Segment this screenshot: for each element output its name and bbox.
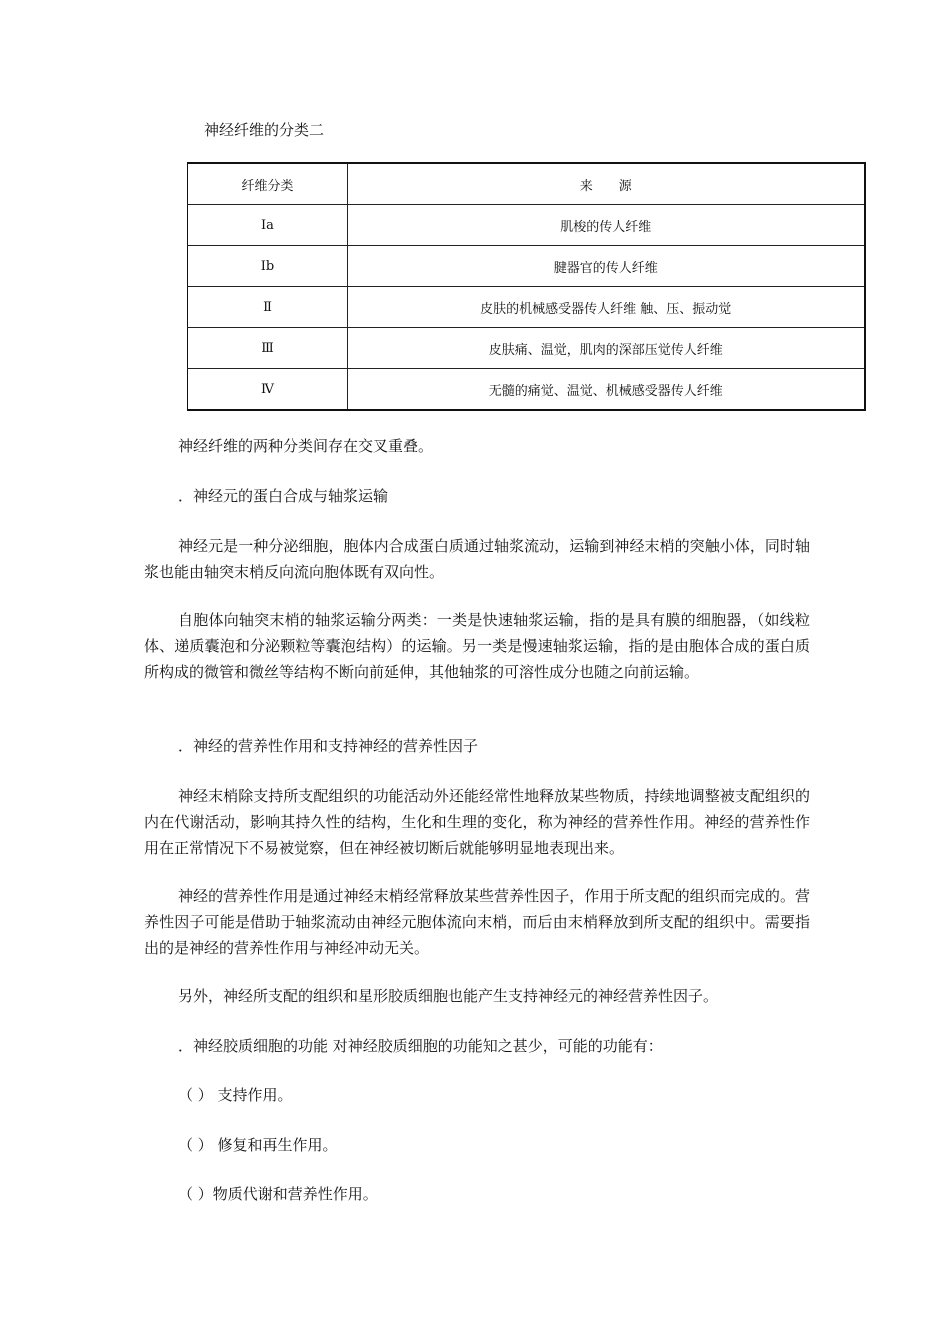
table-header-row — [188, 163, 865, 205]
paragraph-astrocyte-factors: 另外，神经所支配的组织和星形胶质细胞也能产生支持神经元的神经营养性因子。 — [178, 987, 719, 1005]
source-cell: 肌梭的传人纤维 — [348, 205, 865, 246]
fiber-class-cell: Ⅰb — [188, 246, 348, 287]
section-heading-glial-function: ．神经胶质细胞的功能 对神经胶质细胞的功能知之甚少，可能的功能有： — [178, 1037, 663, 1055]
table-row — [188, 369, 865, 411]
paragraph-neuron-secretion: 神经元是一种分泌细胞，胞体内合成蛋白质通过轴浆流动，运输到神经末梢的突触小体，同时轴浆也能由轴突末梢反向流向胞体既有双向性。 — [144, 537, 810, 581]
table-title: 神经纤维的分类二 — [204, 121, 325, 139]
paragraph-overlap-note: 神经纤维的两种分类间存在交叉重叠。 — [178, 437, 434, 455]
list-item-repair: （ ） 修复和再生作用。 — [178, 1136, 338, 1154]
source-cell: 无髓的痛觉、温觉、机械感受器传人纤维 — [348, 369, 865, 411]
header-source: 来 源 — [348, 163, 865, 205]
source-cell: 皮肤痛、温觉，肌肉的深部压觉传人纤维 — [348, 328, 865, 369]
fiber-classification-table — [187, 162, 866, 411]
table-row — [188, 328, 865, 369]
fiber-class-cell: Ⅳ — [188, 369, 348, 411]
list-item-metabolism: （ ）物质代谢和营养性作用。 — [178, 1185, 378, 1203]
paragraph-transport-types: 自胞体向轴突末梢的轴浆运输分两类：一类是快速轴浆运输，指的是具有膜的细胞器，（如线粒体、递质囊泡和分泌颗粒等囊泡结构）的运输。另一类是慢速轴浆运输，指的是由胞体合成的蛋白质所构成的微管和微丝等结构不断向前延伸，其他轴浆的可溶性成分也随之向前运输。 — [144, 611, 810, 681]
list-item-support: （ ） 支持作用。 — [178, 1086, 293, 1104]
header-fiber-class: 纤维分类 — [188, 163, 348, 205]
section-heading-axoplasmic-transport: ．神经元的蛋白合成与轴浆运输 — [178, 487, 389, 505]
section-heading-trophic-action: ．神经的营养性作用和支持神经的营养性因子 — [178, 737, 479, 755]
table-row — [188, 246, 865, 287]
fiber-class-cell: Ⅲ — [188, 328, 348, 369]
fiber-class-cell: Ⅱ — [188, 287, 348, 328]
fiber-class-cell: Ⅰa — [188, 205, 348, 246]
table-row — [188, 205, 865, 246]
paragraph-trophic-factors: 神经的营养性作用是通过神经末梢经常释放某些营养性因子，作用于所支配的组织而完成的。营养性因子可能是借助于轴浆流动由神经元胞体流向末梢，而后由末梢释放到所支配的组织中。需要指出的是神经的营养性作用与神经冲动无关。 — [144, 887, 810, 957]
source-cell: 皮肤的机械感受器传人纤维 触、压、振动觉 — [348, 287, 865, 328]
source-cell: 腱器官的传人纤维 — [348, 246, 865, 287]
paragraph-trophic-action: 神经末梢除支持所支配组织的功能活动外还能经常性地释放某些物质，持续地调整被支配组织的内在代谢活动，影响其持久性的结构，生化和生理的变化，称为神经的营养性作用。神经的营养性作用在正常情况下不易被觉察，但在神经被切断后就能够明显地表现出来。 — [144, 787, 810, 857]
table-row — [188, 287, 865, 328]
